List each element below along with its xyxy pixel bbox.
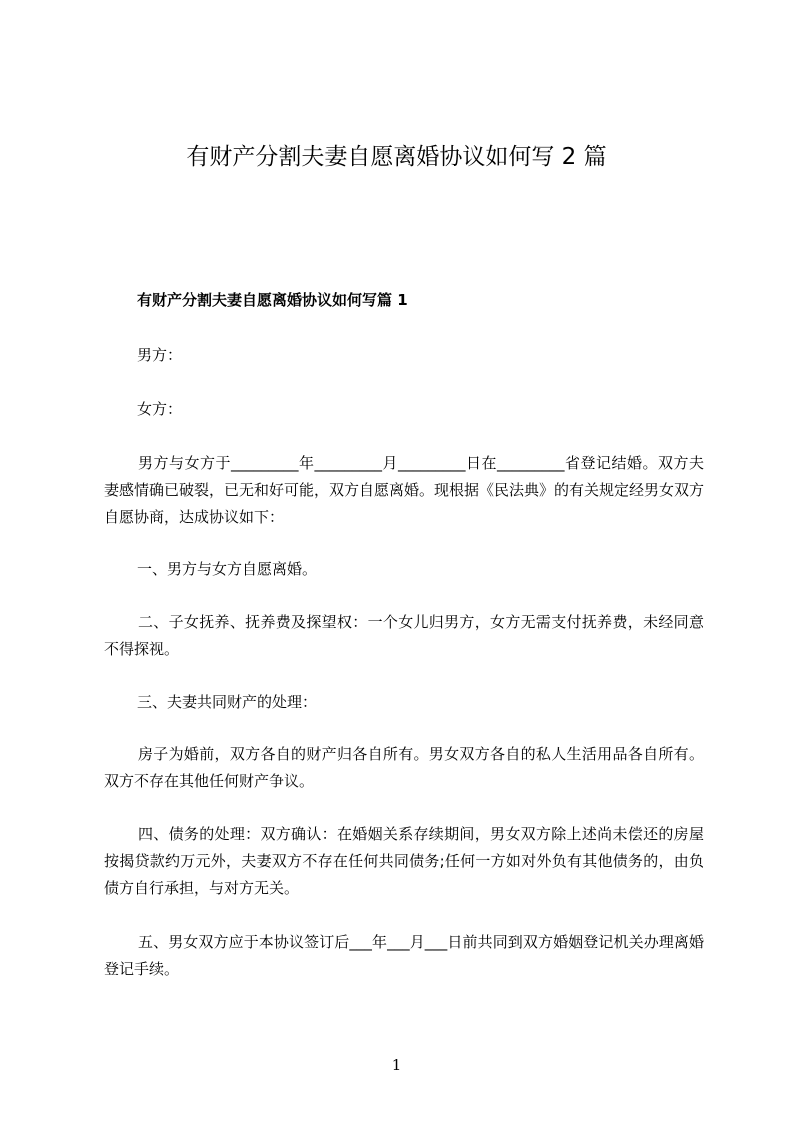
- page-number: 1: [391, 1056, 402, 1074]
- section-heading: 有财产分割夫妻自愿离婚协议如何写篇 1: [137, 291, 408, 309]
- clause-1-paragraph: 一、男方与女方自愿离婚。: [137, 560, 318, 578]
- clause-3-paragraph: 三、夫妻共同财产的处理：: [137, 693, 318, 711]
- male-party-label: 男方：: [137, 346, 183, 364]
- female-party-label: 女方：: [137, 400, 183, 418]
- clause-2-paragraph: 二、子女抚养、抚养费及探望权：一个女儿归男方，女方无需支付抚养费，未经同意不得探视。: [104, 613, 704, 658]
- clause-4-paragraph: 四、债务的处理：双方确认：在婚姻关系存续期间，男女双方除上述尚未偿还的房屋按揭贷款约万元外，夫妻双方不存在任何共同债务;任何一方如对外负有其他债务的，由负债方自行承担，与对方无关。: [104, 825, 704, 897]
- document-title: 有财产分割夫妻自愿离婚协议如何写 2 篇: [186, 144, 607, 170]
- clause-5-paragraph: 五、男女双方应于本协议签订后___年___月___日前共同到双方婚姻登记机关办理离婚登记手续。: [104, 933, 704, 978]
- intro-paragraph: 男方与女方于_________年_________月_________日在_________省登记结婚。双方夫妻感情确已破裂，已无和好可能，双方自愿离婚。现根据《民法典》的有关规定经男女双方自愿协商，达成协议如下：: [104, 454, 705, 526]
- clause-3-detail-paragraph: 房子为婚前，双方各自的财产归各自所有。男女双方各自的私人生活用品各自所有。双方不存在其他任何财产争议。: [104, 745, 704, 790]
